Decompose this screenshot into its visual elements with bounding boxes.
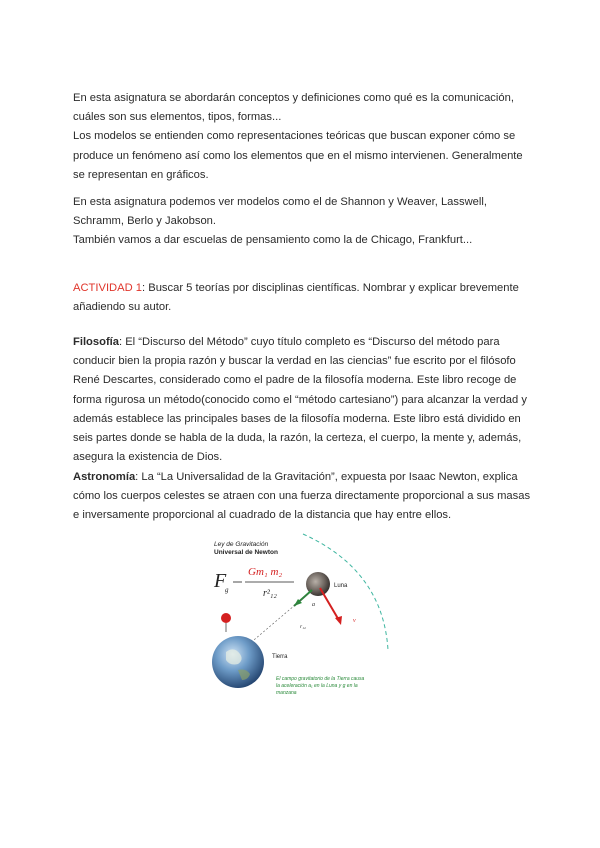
figure-title-line2: Universal de Newton <box>214 549 278 556</box>
gravitation-figure <box>208 530 398 700</box>
astronomia-text: : La “La Universalidad de la Gravitación”, expuesta por Isaac Newton, explica <box>135 471 518 483</box>
formula-denominator: r²₁₂ <box>263 588 277 599</box>
figure-caption-line2: la aceleración a₁ en la Luna y g en la <box>276 683 358 689</box>
activity-line: añadiendo su autor. <box>73 301 172 314</box>
velocity-arrow <box>320 588 340 622</box>
models-paragraph <box>73 193 528 251</box>
formula-lhs: F <box>214 570 227 592</box>
figure-caption-line3: manzana <box>276 690 297 696</box>
intro-line: En esta asignatura se abordarán conceptos y definiciones como qué es la comunicación, <box>73 92 514 104</box>
filosofia-line: asegura la existencia de Dios. <box>73 451 223 464</box>
activity-text: : Buscar 5 teorías por disciplinas científicas. Nombrar y explicar brevemente <box>142 282 519 294</box>
activity-label: ACTIVIDAD 1 <box>73 282 143 294</box>
earth-label: Tierra <box>272 654 288 660</box>
formula-lhs-sub: g <box>225 586 229 594</box>
models-line: En esta asignatura podemos ver modelos como el de Shannon y Weaver, Lasswell, <box>73 196 487 208</box>
models-line: También vamos a dar escuelas de pensamiento como la de Chicago, Frankfurt... <box>73 234 473 247</box>
models-line: Schramm, Berlo y Jakobson. <box>73 215 217 228</box>
filosofia-paragraph <box>73 333 528 467</box>
intro-line: Los modelos se entienden como representaciones teóricas que buscan exponer cómo se <box>73 130 516 143</box>
apple-icon <box>221 613 231 623</box>
acceleration-label: a <box>312 602 315 608</box>
intro-paragraph <box>73 89 528 185</box>
intro-line: se representan en gráficos. <box>73 168 209 181</box>
formula-numerator: Gm₁ m₂ <box>248 566 283 578</box>
velocity-label: v <box>353 618 356 624</box>
filosofia-line: forma rigurosa un método(conocido como el “método cartesiano”) para alcanzar la verdad y <box>73 393 527 406</box>
velocity-arrowhead <box>335 616 342 625</box>
filosofia-line: además establece las principales bases de la filosofía moderna. Este libro está dividido en <box>73 412 521 425</box>
activity-line <box>73 279 528 298</box>
filosofia-line: conducir bien la propia razón y buscar la verdad en las ciencias” fue escrito por el filósofo <box>73 355 516 368</box>
intro-line: cuáles son sus elementos, tipos, formas... <box>73 111 282 124</box>
activity-paragraph <box>73 279 528 317</box>
filosofia-term: Filosofía <box>73 336 119 348</box>
intro-line: produce un fenómeno así como los elementos que en el mismo intervienen. Generalmente <box>73 149 523 162</box>
astronomia-line: cómo los cuerpos celestes se atraen con una fuerza directamente proporcional a sus masas <box>73 490 531 503</box>
astronomia-term: Astronomía <box>73 471 136 483</box>
figure-caption-line1: El campo gravitatorio de la Tierra causa <box>276 676 365 682</box>
astronomia-paragraph <box>73 468 531 526</box>
moon-label: Luna <box>334 583 348 589</box>
distance-label: r₁₂ <box>300 624 306 630</box>
filosofia-text: : El “Discurso del Método” cuyo título completo es “Discurso del método para <box>119 336 500 348</box>
filosofia-line: seis partes donde se habla de la duda, la razón, la certeza, el cuerpo, la mente y, además, <box>73 432 522 445</box>
astronomia-line <box>73 468 528 487</box>
gravitation-diagram <box>208 530 398 700</box>
figure-title-line1: Ley de Gravitación <box>214 541 269 548</box>
filosofia-line <box>73 333 528 352</box>
filosofia-line: René Descartes, considerado como el padre de la filosofía moderna. Este libro recoge de <box>73 374 517 387</box>
astronomia-line: e inversamente proporcional al cuadrado de la distancia que hay entre ellos. <box>73 509 452 522</box>
